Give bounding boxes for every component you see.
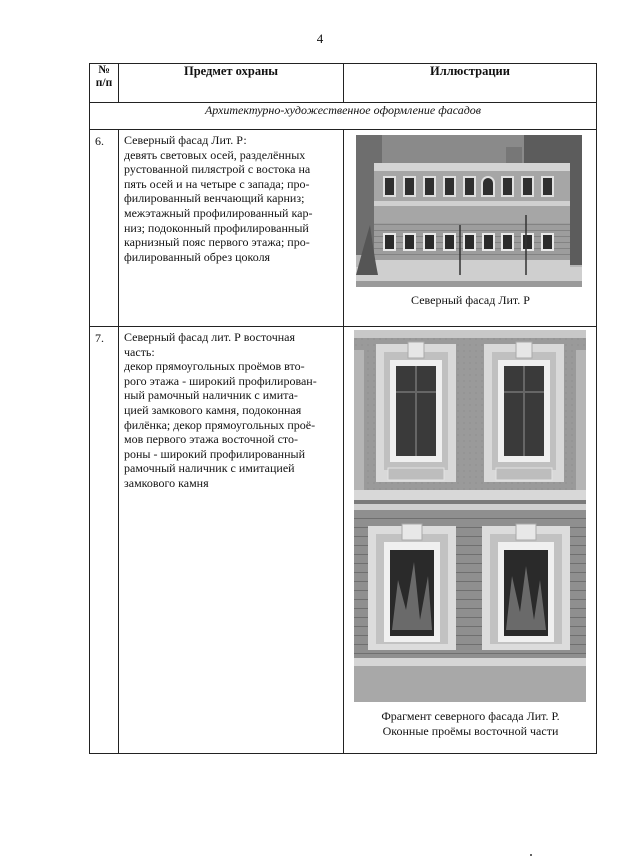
description-line: декор прямоугольных проёмов вто- (124, 359, 305, 374)
section-title: Архитектурно-художественное оформление фасадов (90, 103, 597, 130)
illustration-caption (344, 709, 597, 738)
header-number-abbr: п/п (95, 77, 113, 89)
description-line: цией замкового камня, подоконная (124, 402, 302, 417)
description-line: девять световых осей, разделённых (124, 147, 306, 162)
page-number: 4 (316, 31, 324, 46)
protection-subject-table (89, 63, 597, 754)
header-subject: Предмет охраны (119, 64, 344, 103)
row-description (119, 130, 344, 327)
header-number (90, 64, 119, 103)
description-line: карнизный пояс первого этажа; про- (124, 235, 310, 250)
description-line: рустованной пилястрой с востока на (124, 162, 311, 177)
description-line: роны - широкий профилированный (124, 446, 306, 461)
description-line: Северный фасад лит. Р восточная (124, 330, 296, 344)
caption-line: Фрагмент северного фасада Лит. Р. (381, 709, 560, 723)
north-facade-photo (356, 135, 582, 287)
description-line: филёнка; декор прямоугольных проё- (124, 417, 316, 432)
row-illustration (344, 327, 597, 754)
row-illustration (344, 130, 597, 327)
table-header-row (90, 64, 597, 103)
description-line: ный рамочный наличник с имита- (124, 388, 298, 403)
caption-line: Оконные проёмы восточной части (382, 723, 559, 738)
description-line: рого этажа - широкий профилирован- (124, 373, 317, 388)
description-line: часть: (124, 344, 155, 359)
window-fragment-photo (354, 330, 586, 702)
header-illustrations: Иллюстрации (344, 64, 597, 103)
row-number: 7. (90, 327, 119, 754)
row-description (119, 327, 344, 754)
row-number: 6. (90, 130, 119, 327)
description-line: межэтажный профилированный кар- (124, 205, 313, 220)
caption-line: Северный фасад Лит. Р (411, 293, 530, 307)
table-row (90, 327, 597, 754)
header-number-sign: № (98, 64, 110, 76)
illustration-caption (344, 293, 597, 308)
description-line: замкового камня (124, 475, 209, 490)
scan-speck (530, 854, 532, 856)
description-line: мов первого этажа восточной сто- (124, 432, 298, 447)
description-line: филированный венчающий карниз; (124, 191, 305, 206)
description-line: низ; подоконный профилированный (124, 220, 309, 235)
description-line: Северный фасад Лит. Р: (124, 133, 247, 147)
table-row (90, 130, 597, 327)
description-line: пять осей и на четыре с запада; про- (124, 176, 310, 191)
description-line: филированный обрез цоколя (124, 249, 271, 264)
section-row (90, 103, 597, 130)
description-line: рамочный наличник с имитацией (124, 461, 295, 476)
